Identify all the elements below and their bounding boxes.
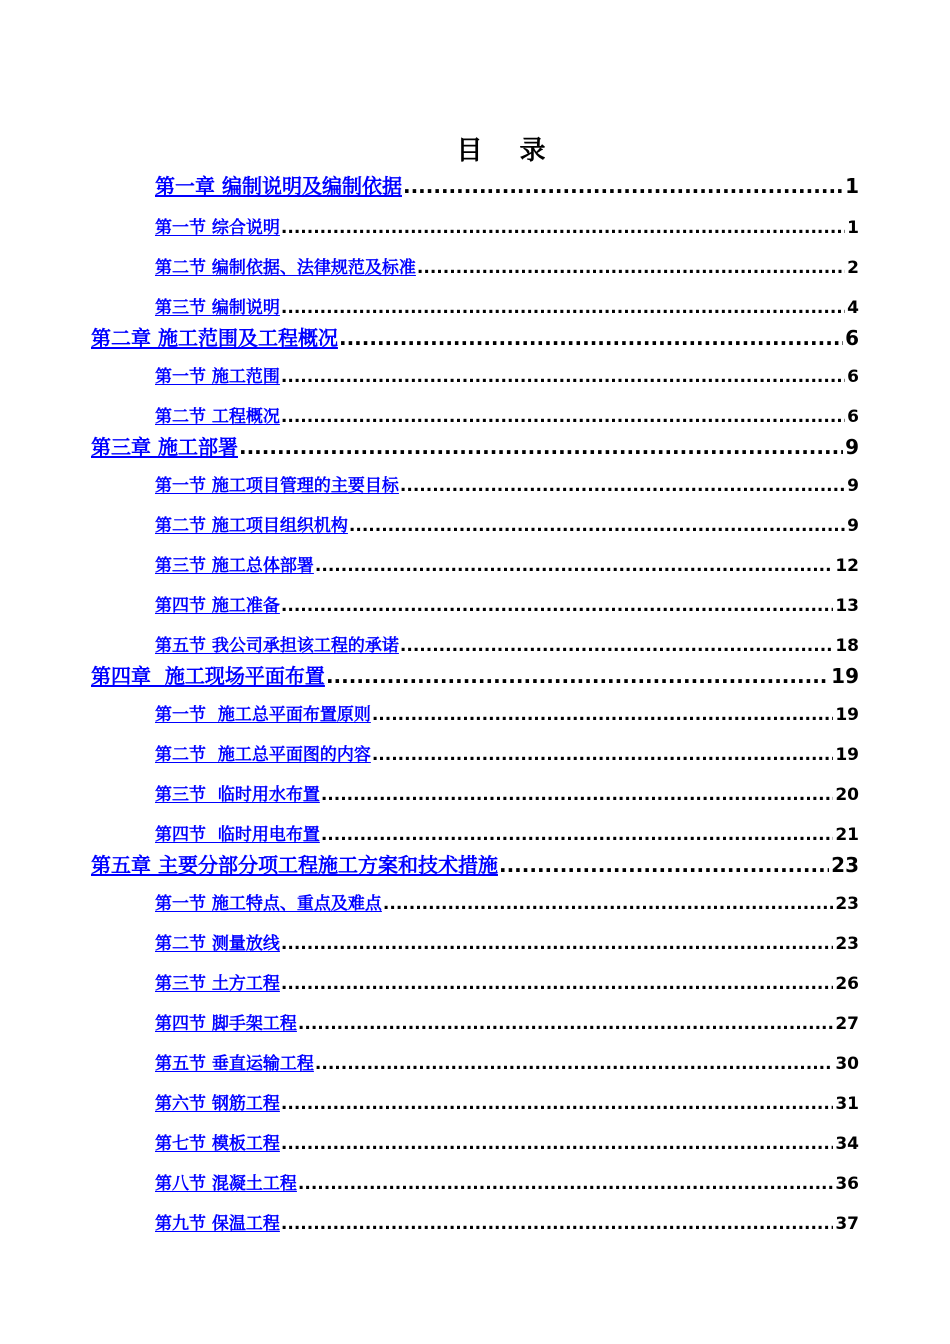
toc-leader (400, 475, 845, 497)
toc-chapter-5-link[interactable]: 第五章 主要分部分项工程施工方案和技术措施 (91, 853, 498, 877)
toc-leader (383, 893, 833, 915)
toc-page-number: 9 (845, 435, 859, 459)
toc-leader (298, 1173, 833, 1195)
toc-chapter-3[interactable] (91, 434, 859, 460)
toc-section-1-3[interactable] (155, 297, 859, 319)
toc-section-5-5[interactable] (155, 1053, 859, 1075)
toc-page-number: 36 (835, 1174, 859, 1194)
toc-section-link[interactable]: 第四节 施工准备 (155, 596, 280, 616)
toc-leader (403, 173, 843, 199)
toc-section-5-7[interactable] (155, 1133, 859, 1155)
toc-section-link[interactable]: 第二节 施工总平面图的内容 (155, 745, 371, 765)
toc-page-number: 26 (835, 974, 859, 994)
toc-chapter-2-link[interactable]: 第二章 施工范围及工程概况 (91, 326, 338, 350)
toc-leader (281, 217, 845, 239)
toc-section-5-4[interactable] (155, 1013, 859, 1035)
toc-leader (321, 784, 833, 806)
toc-leader (315, 555, 833, 577)
toc-title: 目 录 (456, 136, 560, 166)
toc-section-4-1[interactable] (155, 704, 859, 726)
toc-leader (372, 744, 833, 766)
toc-page-number: 9 (847, 476, 859, 496)
toc-section-2-1[interactable] (155, 366, 859, 388)
toc-leader (349, 515, 845, 537)
toc-chapter-4-link[interactable]: 第四章 施工现场平面布置 (91, 664, 325, 688)
toc-section-link[interactable]: 第四节 临时用电布置 (155, 825, 320, 845)
toc-leader (281, 973, 833, 995)
toc-page-number: 18 (835, 636, 859, 656)
toc-section-5-8[interactable] (155, 1173, 859, 1195)
toc-chapter-3-link[interactable]: 第三章 施工部署 (91, 435, 238, 459)
toc-page-number: 1 (845, 174, 859, 198)
toc-section-link[interactable]: 第八节 混凝土工程 (155, 1174, 297, 1194)
toc-leader (372, 704, 833, 726)
toc-leader (281, 366, 845, 388)
toc-page-number: 19 (835, 745, 859, 765)
toc-section-5-1[interactable] (155, 893, 859, 915)
toc-page-number: 37 (835, 1214, 859, 1234)
toc-section-link[interactable]: 第五节 我公司承担该工程的承诺 (155, 636, 399, 656)
toc-section-link[interactable]: 第六节 钢筋工程 (155, 1094, 280, 1114)
toc-page-number: 30 (835, 1054, 859, 1074)
toc-leader (281, 1213, 833, 1235)
toc-leader (321, 824, 833, 846)
toc-section-5-2[interactable] (155, 933, 859, 955)
toc-section-4-3[interactable] (155, 784, 859, 806)
toc-section-link[interactable]: 第二节 编制依据、法律规范及标准 (155, 258, 416, 278)
toc-section-link[interactable]: 第二节 工程概况 (155, 407, 280, 427)
toc-section-link[interactable]: 第一节 施工总平面布置原则 (155, 705, 371, 725)
toc-page-number: 21 (835, 825, 859, 845)
toc-leader (281, 933, 833, 955)
toc-section-link[interactable]: 第二节 施工项目组织机构 (155, 516, 348, 536)
toc-page-number: 4 (847, 298, 859, 318)
toc-chapter-2[interactable] (91, 325, 859, 351)
toc-section-link[interactable]: 第一节 施工范围 (155, 367, 280, 387)
toc-chapter-5[interactable] (91, 852, 859, 878)
toc-section-link[interactable]: 第五节 垂直运输工程 (155, 1054, 314, 1074)
toc-leader (326, 663, 829, 689)
toc-section-link[interactable]: 第七节 模板工程 (155, 1134, 280, 1154)
toc-leader (281, 297, 845, 319)
toc-section-5-3[interactable] (155, 973, 859, 995)
toc-page-number: 19 (835, 705, 859, 725)
toc-section-1-1[interactable] (155, 217, 859, 239)
toc-section-3-5[interactable] (155, 635, 859, 657)
toc-leader (339, 325, 843, 351)
toc-section-4-2[interactable] (155, 744, 859, 766)
toc-leader (400, 635, 833, 657)
toc-section-1-2[interactable] (155, 257, 859, 279)
toc-page-number: 1 (847, 218, 859, 238)
toc-page-number: 23 (835, 934, 859, 954)
toc-leader (281, 406, 845, 428)
toc-page-number: 23 (835, 894, 859, 914)
toc-section-5-6[interactable] (155, 1093, 859, 1115)
toc-page-number: 12 (835, 556, 859, 576)
toc-section-5-9[interactable] (155, 1213, 859, 1235)
toc-section-3-4[interactable] (155, 595, 859, 617)
toc-leader (298, 1013, 833, 1035)
toc-section-link[interactable]: 第三节 土方工程 (155, 974, 280, 994)
toc-page-number: 2 (847, 258, 859, 278)
toc-page-number: 9 (847, 516, 859, 536)
toc-section-link[interactable]: 第一节 综合说明 (155, 218, 280, 238)
toc-section-3-3[interactable] (155, 555, 859, 577)
toc-page-number: 23 (831, 853, 859, 877)
toc-chapter-1[interactable] (155, 173, 859, 199)
toc-section-link[interactable]: 第四节 脚手架工程 (155, 1014, 297, 1034)
toc-leader (281, 595, 833, 617)
toc-section-link[interactable]: 第三节 编制说明 (155, 298, 280, 318)
toc-leader (315, 1053, 833, 1075)
toc-page-number: 6 (845, 326, 859, 350)
toc-leader (499, 852, 829, 878)
toc-section-link[interactable]: 第九节 保温工程 (155, 1214, 280, 1234)
toc-section-link[interactable]: 第一节 施工特点、重点及难点 (155, 894, 382, 914)
toc-section-4-4[interactable] (155, 824, 859, 846)
toc-section-link[interactable]: 第三节 临时用水布置 (155, 785, 320, 805)
toc-section-3-2[interactable] (155, 515, 859, 537)
toc-page-number: 34 (835, 1134, 859, 1154)
toc-chapter-1-link[interactable]: 第一章 编制说明及编制依据 (155, 174, 402, 198)
toc-leader (417, 257, 845, 279)
toc-section-3-1[interactable] (155, 475, 859, 497)
toc-chapter-4[interactable] (91, 663, 859, 689)
toc-section-2-2[interactable] (155, 406, 859, 428)
toc-page-number: 19 (831, 664, 859, 688)
toc-section-link[interactable]: 第二节 测量放线 (155, 934, 280, 954)
toc-page-number: 6 (847, 407, 859, 427)
toc-section-link[interactable]: 第三节 施工总体部署 (155, 556, 314, 576)
toc-page-number: 31 (835, 1094, 859, 1114)
toc-page-number: 20 (835, 785, 859, 805)
toc-leader (239, 434, 843, 460)
toc-section-link[interactable]: 第一节 施工项目管理的主要目标 (155, 476, 399, 496)
toc-leader (281, 1133, 833, 1155)
toc-page-number: 13 (835, 596, 859, 616)
toc-leader (281, 1093, 833, 1115)
toc-page-number: 6 (847, 367, 859, 387)
toc-page-number: 27 (835, 1014, 859, 1034)
